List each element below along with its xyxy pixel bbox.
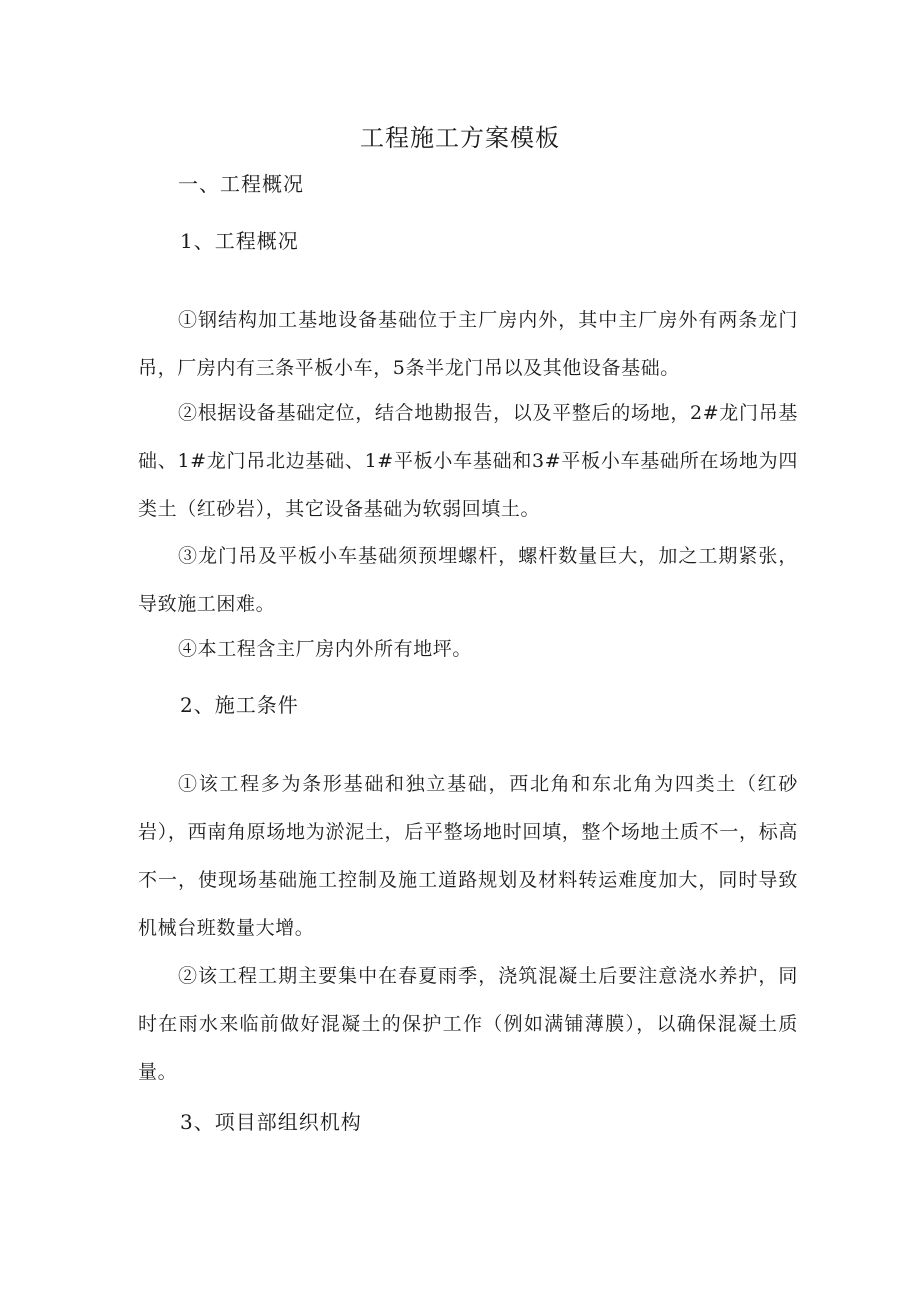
subsection-heading-conditions: 2、施工条件 <box>180 693 299 717</box>
paragraph-overview-3: ③龙门吊及平板小车基础须预埋螺杆，螺杆数量巨大，加之工期紧张，导致施工困难。 <box>138 545 798 615</box>
paragraph-conditions-1: ①该工程多为条形基础和独立基础，西北角和东北角为四类土（红砂岩），西南角原场地为淤泥土，后平整场地时回填，整个场地土质不一，标高不一，使现场基础施工控制及施工道路规划及材料转运难度加大，同时导致机械台班数量大增。 <box>138 773 798 939</box>
paragraph-conditions-2: ②该工程工期主要集中在春夏雨季，浇筑混凝土后要注意浇水养护，同时在雨水来临前做好混凝土的保护工作（例如满铺薄膜），以确保混凝土质量。 <box>138 965 798 1083</box>
paragraph-overview-2: ②根据设备基础定位，结合地勘报告，以及平整后的场地，2#龙门吊基础、1#龙门吊北边基础、1#平板小车基础和3#平板小车基础所在场地为四类土（红砂岩），其它设备基础为软弱回填土。 <box>138 402 798 520</box>
paragraph-overview-4: ④本工程含主厂房内外所有地坪。 <box>178 638 473 660</box>
document-title: 工程施工方案模板 <box>360 124 560 152</box>
subsection-heading-overview: 1、工程概况 <box>180 229 299 253</box>
section-heading-overview: 一、工程概况 <box>178 172 304 196</box>
subsection-heading-organization: 3、项目部组织机构 <box>180 1110 362 1134</box>
paragraph-overview-1: ①钢结构加工基地设备基础位于主厂房内外，其中主厂房外有两条龙门吊，厂房内有三条平板小车，5条半龙门吊以及其他设备基础。 <box>138 309 798 379</box>
